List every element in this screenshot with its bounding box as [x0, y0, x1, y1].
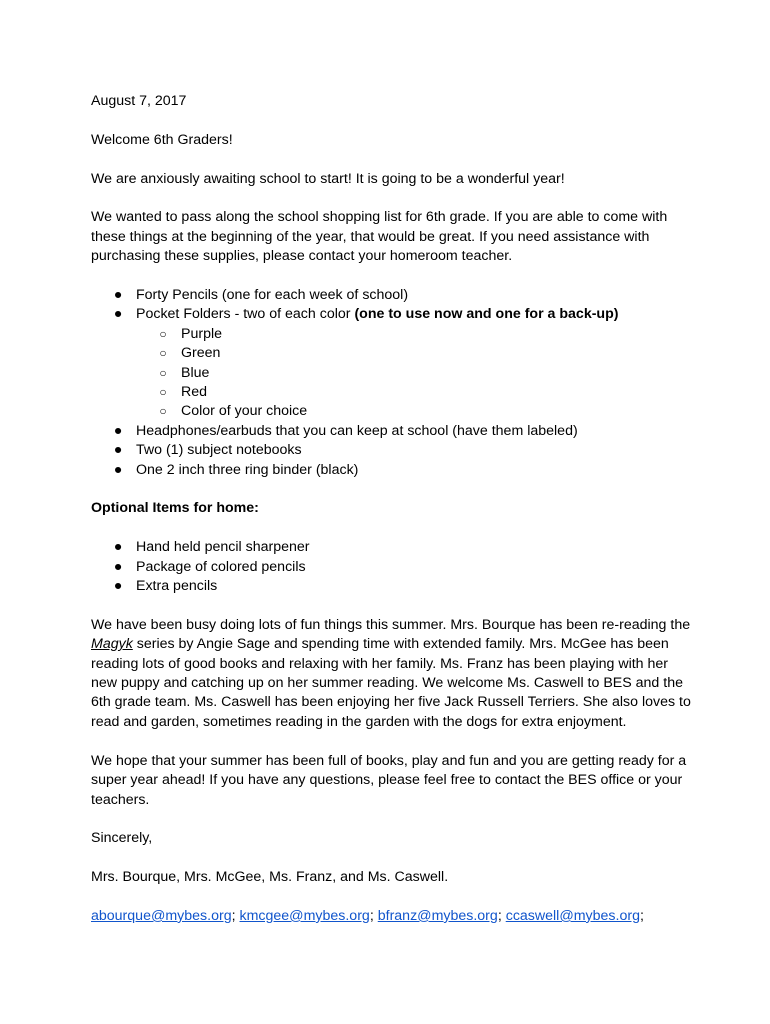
email-link-bourque[interactable]: abourque@mybes.org [91, 907, 232, 924]
folder-color-text: Purple [181, 325, 223, 342]
supply-item [91, 461, 691, 480]
supply-item-text: Headphones/earbuds that you can keep at school (have them labeled) [136, 422, 578, 439]
intro-paragraph: We are anxiously awaiting school to start! It is going to be a wonderful year! [91, 170, 565, 187]
optional-item-text: Extra pencils [136, 578, 218, 595]
signatures: Mrs. Bourque, Mrs. McGee, Ms. Franz, and Ms. Caswell. [91, 869, 449, 886]
email-link-franz[interactable]: bfranz@mybes.org [377, 907, 498, 924]
signoff: Sincerely, [91, 830, 153, 847]
bullet-icon: ● [113, 442, 123, 459]
supply-item-text: Two (1) subject notebooks [136, 442, 302, 459]
shopping-intro-paragraph: We wanted to pass along the school shopping list for 6th grade. If you are able to come with these things at the beginning of the year, that would be great. If you need assistance with purchasing these supplies, please contact your homeroom teacher. [91, 209, 668, 265]
email-separator: ; [231, 907, 236, 924]
optional-items-heading [91, 499, 691, 518]
email-link-caswell[interactable]: ccaswell@mybes.org [505, 907, 640, 924]
optional-item [91, 558, 691, 577]
folder-color-item [91, 364, 691, 383]
folder-color-text: Blue [181, 364, 210, 381]
bullet-icon: ● [113, 422, 123, 439]
folder-color-item [91, 325, 691, 344]
email-list [91, 907, 691, 926]
circle-bullet-icon: ○ [159, 385, 167, 400]
supply-item-text: One 2 inch three ring binder (black) [136, 461, 359, 478]
folder-color-text: Green [181, 345, 221, 362]
summer-text-end: series by Angie Sage and spending time with extended family. Mrs. McGee has been reading lots of good books and relaxing with her family. Ms. Franz has been playing with her new puppy and catching up on her summer reading. We welcome Ms. Caswell to BES and the 6th grade team. Ms. Caswell has been enjoying her five Jack Russell Terriers. She also loves to read and garden, sometimes reading in the garden with the dogs for extra enjoyment. [91, 636, 691, 730]
optional-item [91, 577, 691, 596]
folder-color-item [91, 402, 691, 421]
supply-list [91, 286, 691, 480]
bullet-icon: ● [113, 287, 123, 303]
closing-paragraph: We hope that your summer has been full of books, play and fun and you are getting ready for a super year ahead! If you have any questions, please feel free to contact the BES office or your teachers. [91, 752, 687, 808]
folder-color-text: Red [181, 384, 208, 401]
optional-items-list [91, 538, 691, 596]
letter-date: August 7, 2017 [91, 93, 187, 109]
book-title: Magyk [91, 636, 133, 653]
circle-bullet-icon: ○ [159, 346, 167, 361]
folder-color-item [91, 344, 691, 363]
folder-color-item [91, 383, 691, 402]
summer-paragraph [91, 616, 691, 732]
supply-item-emphasis: (one to use now and one for a back-up) [354, 306, 619, 323]
circle-bullet-icon: ○ [159, 365, 167, 380]
bullet-icon: ● [113, 578, 123, 595]
email-separator: ; [639, 907, 644, 924]
bullet-icon: ● [113, 539, 123, 556]
supply-item-text: Pocket Folders - two of each color [136, 306, 355, 323]
supply-item-folders [91, 305, 691, 324]
circle-bullet-icon: ○ [159, 404, 167, 419]
optional-item-text: Hand held pencil sharpener [136, 539, 310, 556]
bullet-icon: ● [113, 461, 123, 478]
supply-item [91, 441, 691, 460]
supply-item [91, 422, 691, 441]
supply-item [91, 286, 691, 305]
circle-bullet-icon: ○ [159, 326, 167, 341]
folder-color-text: Color of your choice [181, 403, 308, 420]
email-separator: ; [369, 907, 374, 924]
bullet-icon: ● [113, 558, 123, 575]
optional-items-heading-text: Optional Items for home: [91, 500, 259, 517]
email-link-mcgee[interactable]: kmcgee@mybes.org [239, 907, 370, 924]
supply-item-text: Forty Pencils (one for each week of school) [136, 287, 409, 303]
optional-item-text: Package of colored pencils [136, 558, 306, 575]
bullet-icon: ● [113, 306, 123, 323]
optional-item [91, 538, 691, 557]
summer-text-start: We have been busy doing lots of fun things this summer. Mrs. Bourque has been re-reading the [91, 616, 691, 633]
letter-body [91, 92, 691, 926]
email-separator: ; [497, 907, 502, 924]
letter-greeting: Welcome 6th Graders! [91, 131, 233, 148]
